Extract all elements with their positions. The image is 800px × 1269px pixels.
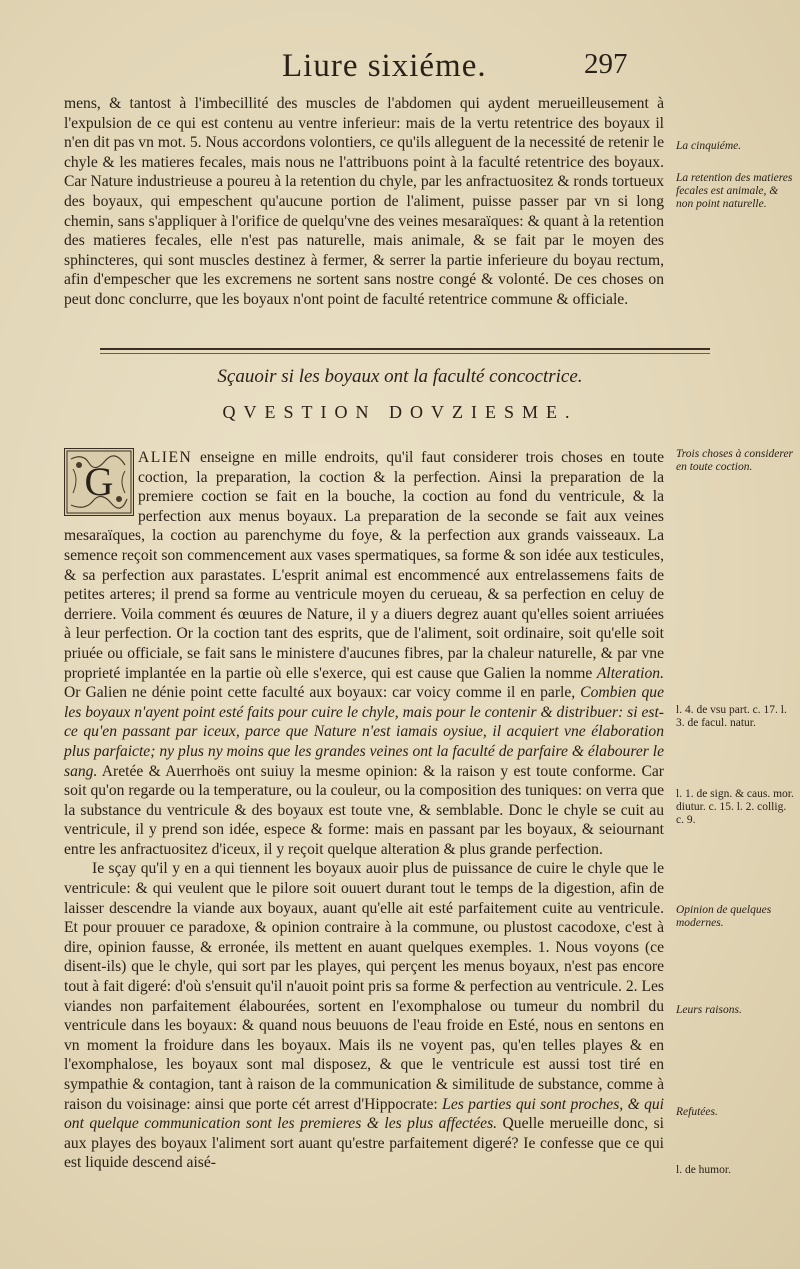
hippocrates-quotation: Les parties qui sont proches, & qui ont quelque communication sont les premieres & les plus affectées. <box>64 1095 664 1133</box>
margin-note: La retention des matieres fecales est animale, & non point naturelle. <box>676 172 793 210</box>
section-one-text <box>64 94 664 310</box>
margin-note: La cinquiéme. <box>676 140 742 152</box>
section-divider-thin <box>100 353 710 354</box>
running-title: Liure sixiéme. <box>282 48 487 84</box>
margin-note: l. de humor. <box>676 1164 731 1176</box>
section-divider <box>100 348 710 350</box>
section-two-text <box>64 448 664 1173</box>
page-header <box>0 48 800 88</box>
emphasis: Alteration. <box>596 664 664 682</box>
question-number: QVESTION DOVZIESME. <box>222 402 578 422</box>
margin-note: Trois choses à considerer en toute coction. <box>676 448 794 473</box>
margin-note: Opinion de quelques modernes. <box>676 904 772 929</box>
paragraph: Ie sçay qu'il y en a qui tiennent les boyaux auoir plus de puissance de cuire le chyle que le ventricule: & qui veulent que le pilore soit ouuert durant tout le temps de la digestion, afin de laisser descendre la viande aux boyaux, auant qu'elle ait esté parfaitement cuite au ventricule. Et pour prouuer ce paradoxe, & opinion contraire à la commune, ou plustost cacodoxe, c'est à dire, opinion fausse, & erronée, ils mettent en auant quelques exemples. 1. Nous voyons (ce disent-ils) que le chyle, qui sort par les playes, qui perçent les menus boyaux, n'est pas encore tout à fait digeré: d'où s'ensuit qu'il n'auoit point pris sa forme & perfection au ventricule. 2. Les viandes non parfaitement élabourées, sortent en l'exomphalose ou tumeur du nombril du ventricule dans les boyaux: & quand nous beuuons de l'eau froide en Esté, nous en sentons en vn moment la froidure dans les boyaux. Mais ils ne voyent pas, qu'en telles playes & en l'exomphalose, les boyaux sont mal disposez, & que le ventricule est aussi tost tiré en sympathie & contagion, tant à raison de la communication & similitude de substance, comme à raison du voisinage: ainsi que porte cét arrest d'Hippocrate: Les parties qui sont proches, & qui ont quelque communication sont les premieres & les plus affectées. Quelle merueille donc, si aux playes des boyaux l'aliment sort auant qu'estre parfaitement digeré? Ie confesse que ce qui est liquide descend aisé- <box>64 860 664 1172</box>
margin-note: l. 1. de sign. & caus. mor. diutur. c. 15. l. 2. collig. c. 9. <box>676 788 794 826</box>
galen-quotation: Combien que les boyaux n'ayent point esté faits pour cuire le chyle, mais pour le contenir & distribuer: si est-ce qu'en passant par iceux, parce que Nature n'est iamais oysiue, il acquiert vne élaboration plus parfaicte; ny plus ny moins que les grandes veines ont la faculté de parfaire & élabourer le sang. <box>64 684 664 780</box>
question-title: Sçauoir si les boyaux ont la faculté concoctrice. <box>217 366 583 387</box>
paragraph: mens, & tantost à l'imbecillité des muscles de l'abdomen qui aydent merueilleusement à l'expulsion de ce qui est contenu au ventre inferieur: mais de la vertu retentrice des boyaux il n'en dit pas vn mot. 5. Nous accordons volontiers, ce qu'ils alleguent de la necessité de retenir le chyle & les matieres fecales, mais nous ne l'attribuons point à la faculté retentrice des boyaux. Car Nature industrieuse a poureu à la retention du chyle, par les anfractuositez & ronds tortueux des boyaux, qui empeschent qu'aucune portion de l'aliment, puisse passer par vn si long chemin, sans s'appliquer à l'orifice de quelqu'vne des veines mesaraïques: & quant à la retention des matieres fecales, elle n'est pas naturelle, mais animale, & se fait par le moyen des sphincteres, qui sont muscles destinez à fermer, & serrer la partie inferieure du boyau rectum, afin d'empescher que les excremens ne sortent sans nostre congé & volonté. De ces choses on peut donc conclurre, que les boyaux n'ont point de faculté retentrice commune & officiale. <box>64 95 664 308</box>
margin-note: Leurs raisons. <box>676 1004 742 1016</box>
margin-note: Refutées. <box>676 1106 718 1118</box>
page-number: 297 <box>584 48 628 80</box>
paragraph: ALIEN enseigne en mille endroits, qu'il faut considerer trois choses en toute coction, la preparation, la coction & la perfection. Ainsi la preparation de la premiere coction se fait en la bouche, la coction au fond du ventricule, & la perfection aux menus boyaux. La preparation de la seconde se fait aux veines mesaraïques, la coction au parenchyme du foye, & la perfection aux grands vaisseaux. La semence reçoit son commencement aux vases spermatiques, sa forme & son idée aux testicules, & sa perfection aux parastates. L'esprit animal est encommencé aux entrelassemens faits de petites arteres; il prend sa forme au ventricule moyen du cerueau, & sa perfection en celuy de derriere. Voila comment és œuures de Nature, il y a diuers degrez auant qu'elles soient arriuées à leur perfection. Or la coction tant des esprits, que de l'aliment, soit ordinaire, soit qu'elle soit priuée ou officiale, se fait sans le ministere d'aucunes fibres, par la chaleur naturelle, & par vne proprieté implantée en la partie où elle s'exerce, qui est cause que Galien la nomme Alteration. Or Galien ne dénie point cette faculté aux boyaux: car voicy comme il en parle, Combien que les boyaux n'ayent point esté faits pour cuire le chyle, mais pour le contenir & distribuer: si est-ce qu'en passant par iceux, parce que Nature n'est iamais oysiue, il acquiert vne élaboration plus parfaicte; ny plus ny moins que les grandes veines ont la faculté de parfaire & élabourer le sang. Aretée & Auerrhoës ont suiuy la mesme opinion: & la raison y est toute conforme. Car soit qu'on regarde ou la temperature, ou la couleur, ou la composition des tuniques: on verra que la substance du ventricule & des boyaux est toute vne, & semblable. Donc le chyle se cuit au ventricule, il y prend son idée, espece & forme: mais en passant par les boyaux, & seiournant entre les anfractuositez d'iceux, il y reçoit quelque alteration & plus grande perfection. <box>64 449 664 858</box>
margin-note: l. 4. de vsu part. c. 17. l. 3. de facul. natur. <box>676 704 787 729</box>
opening-word: ALIEN <box>138 449 193 466</box>
dropcap-letter: G <box>84 459 114 504</box>
